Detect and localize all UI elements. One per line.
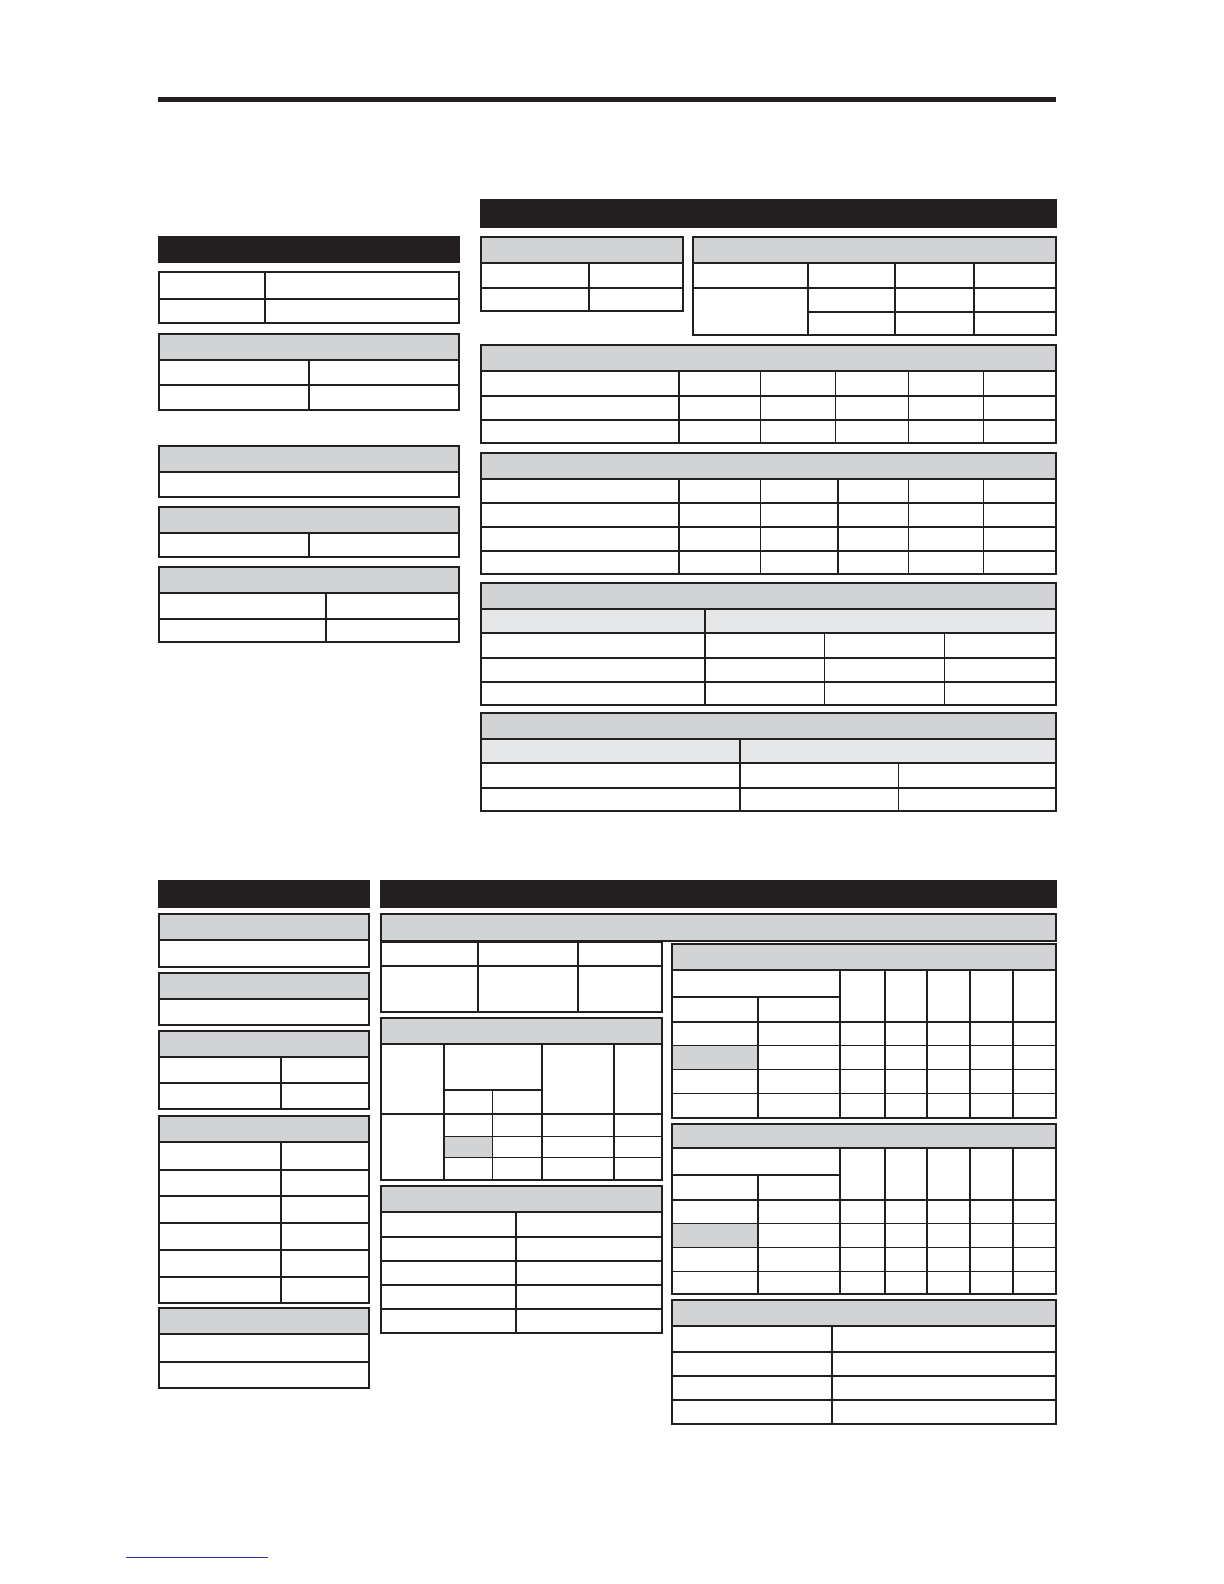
divider <box>894 264 896 334</box>
bottom-right-title-bar <box>380 880 1057 908</box>
divider <box>482 526 1055 528</box>
section-header <box>382 1019 661 1045</box>
section-header <box>160 974 368 1000</box>
section-header <box>673 945 1055 971</box>
bl-table-3 <box>158 1030 370 1110</box>
br-table-6 <box>671 1299 1057 1425</box>
info-table-5 <box>158 566 460 643</box>
divider <box>382 1308 661 1310</box>
divider <box>160 1222 368 1224</box>
divider <box>739 740 741 810</box>
shaded-cell <box>673 1223 757 1247</box>
shaded-cell <box>445 1136 492 1157</box>
divider <box>807 264 809 334</box>
divider <box>382 1236 661 1238</box>
section-header <box>482 584 1055 610</box>
divider <box>673 1375 1055 1377</box>
divider <box>160 1361 368 1363</box>
divider <box>160 1195 368 1197</box>
divider <box>1012 971 1014 1117</box>
divider <box>973 264 975 334</box>
info-table-2 <box>158 333 460 411</box>
divider <box>482 287 682 289</box>
section-header <box>160 568 458 594</box>
divider <box>445 1157 661 1158</box>
br-table-4 <box>671 943 1057 1119</box>
divider <box>760 372 761 442</box>
section-header <box>160 915 368 941</box>
divider <box>482 657 1055 659</box>
footer-link-underline[interactable] <box>126 1557 268 1558</box>
divider <box>477 943 479 1011</box>
divider <box>678 372 680 442</box>
divider <box>908 372 909 442</box>
divider <box>673 1045 1055 1046</box>
br-section-header-box <box>380 913 1057 942</box>
section-header <box>160 1032 368 1058</box>
divider <box>160 1082 368 1084</box>
section-header <box>482 454 1055 480</box>
spec-table-d <box>480 452 1057 575</box>
divider <box>757 998 759 1117</box>
divider <box>308 534 310 556</box>
divider <box>443 1045 445 1179</box>
divider <box>673 1021 1055 1023</box>
spec-table-c <box>480 344 1057 444</box>
br-table-2 <box>380 1017 663 1181</box>
divider <box>160 1276 368 1278</box>
divider <box>757 1176 759 1293</box>
left-panel-title-bar <box>158 236 460 263</box>
section-header <box>382 915 1055 940</box>
section-header <box>160 335 458 361</box>
divider <box>673 1351 1055 1353</box>
bl-table-5 <box>158 1307 370 1389</box>
section-header <box>382 1187 661 1213</box>
divider <box>673 1174 839 1176</box>
divider <box>969 971 971 1117</box>
section-header <box>160 1309 368 1335</box>
spec-table-a <box>480 236 684 312</box>
divider <box>944 634 945 704</box>
sub-header <box>482 740 1055 764</box>
divider <box>673 1223 1055 1224</box>
divider <box>673 1399 1055 1401</box>
divider <box>482 787 1055 789</box>
divider <box>884 971 886 1117</box>
divider <box>673 1093 1055 1094</box>
section-header <box>694 238 1055 264</box>
divider <box>160 384 458 386</box>
section-header <box>160 508 458 534</box>
top-rule <box>158 97 1056 102</box>
section-header <box>160 447 458 473</box>
info-table-1 <box>158 271 460 324</box>
section-header <box>482 238 682 264</box>
divider <box>382 1260 661 1262</box>
divider <box>673 1069 1055 1070</box>
divider <box>824 634 825 704</box>
shaded-cell <box>673 1045 757 1069</box>
divider <box>673 996 839 998</box>
divider <box>445 1089 541 1091</box>
section-header <box>482 714 1055 740</box>
bl-table-2 <box>158 972 370 1026</box>
divider <box>673 1247 1055 1248</box>
divider <box>160 1249 368 1251</box>
divider <box>482 550 1055 552</box>
br-table-5 <box>671 1123 1057 1295</box>
divider <box>445 1136 661 1137</box>
divider <box>382 1284 661 1286</box>
divider <box>482 395 1055 397</box>
divider <box>835 372 836 442</box>
divider <box>983 372 984 442</box>
section-header <box>482 346 1055 372</box>
bl-table-1 <box>158 913 370 968</box>
divider <box>613 1045 615 1179</box>
divider <box>673 1271 1055 1272</box>
divider <box>541 1045 543 1179</box>
divider <box>807 311 1055 313</box>
divider <box>673 1199 1055 1201</box>
divider <box>515 1213 517 1332</box>
info-table-4 <box>158 506 460 558</box>
divider <box>926 971 928 1117</box>
br-table-3 <box>380 1185 663 1334</box>
divider <box>160 618 458 620</box>
divider <box>160 1169 368 1171</box>
divider <box>492 1091 493 1179</box>
divider <box>482 419 1055 421</box>
divider <box>160 298 458 300</box>
divider <box>382 1113 661 1115</box>
br-table-1 <box>380 941 663 1013</box>
section-header <box>673 1301 1055 1327</box>
section-header <box>160 1117 368 1143</box>
spec-table-e <box>480 582 1057 706</box>
bl-table-4 <box>158 1115 370 1304</box>
divider <box>382 965 661 967</box>
divider <box>694 287 1055 289</box>
spec-table-f <box>480 712 1057 812</box>
divider <box>482 502 1055 504</box>
spec-table-b <box>692 236 1057 336</box>
section-header <box>673 1125 1055 1149</box>
sub-header <box>482 610 1055 634</box>
info-table-3 <box>158 445 460 498</box>
divider <box>482 681 1055 683</box>
right-panel-title-bar <box>480 199 1057 228</box>
divider <box>577 943 579 1011</box>
bottom-left-title-bar <box>158 880 370 908</box>
divider <box>839 971 841 1117</box>
